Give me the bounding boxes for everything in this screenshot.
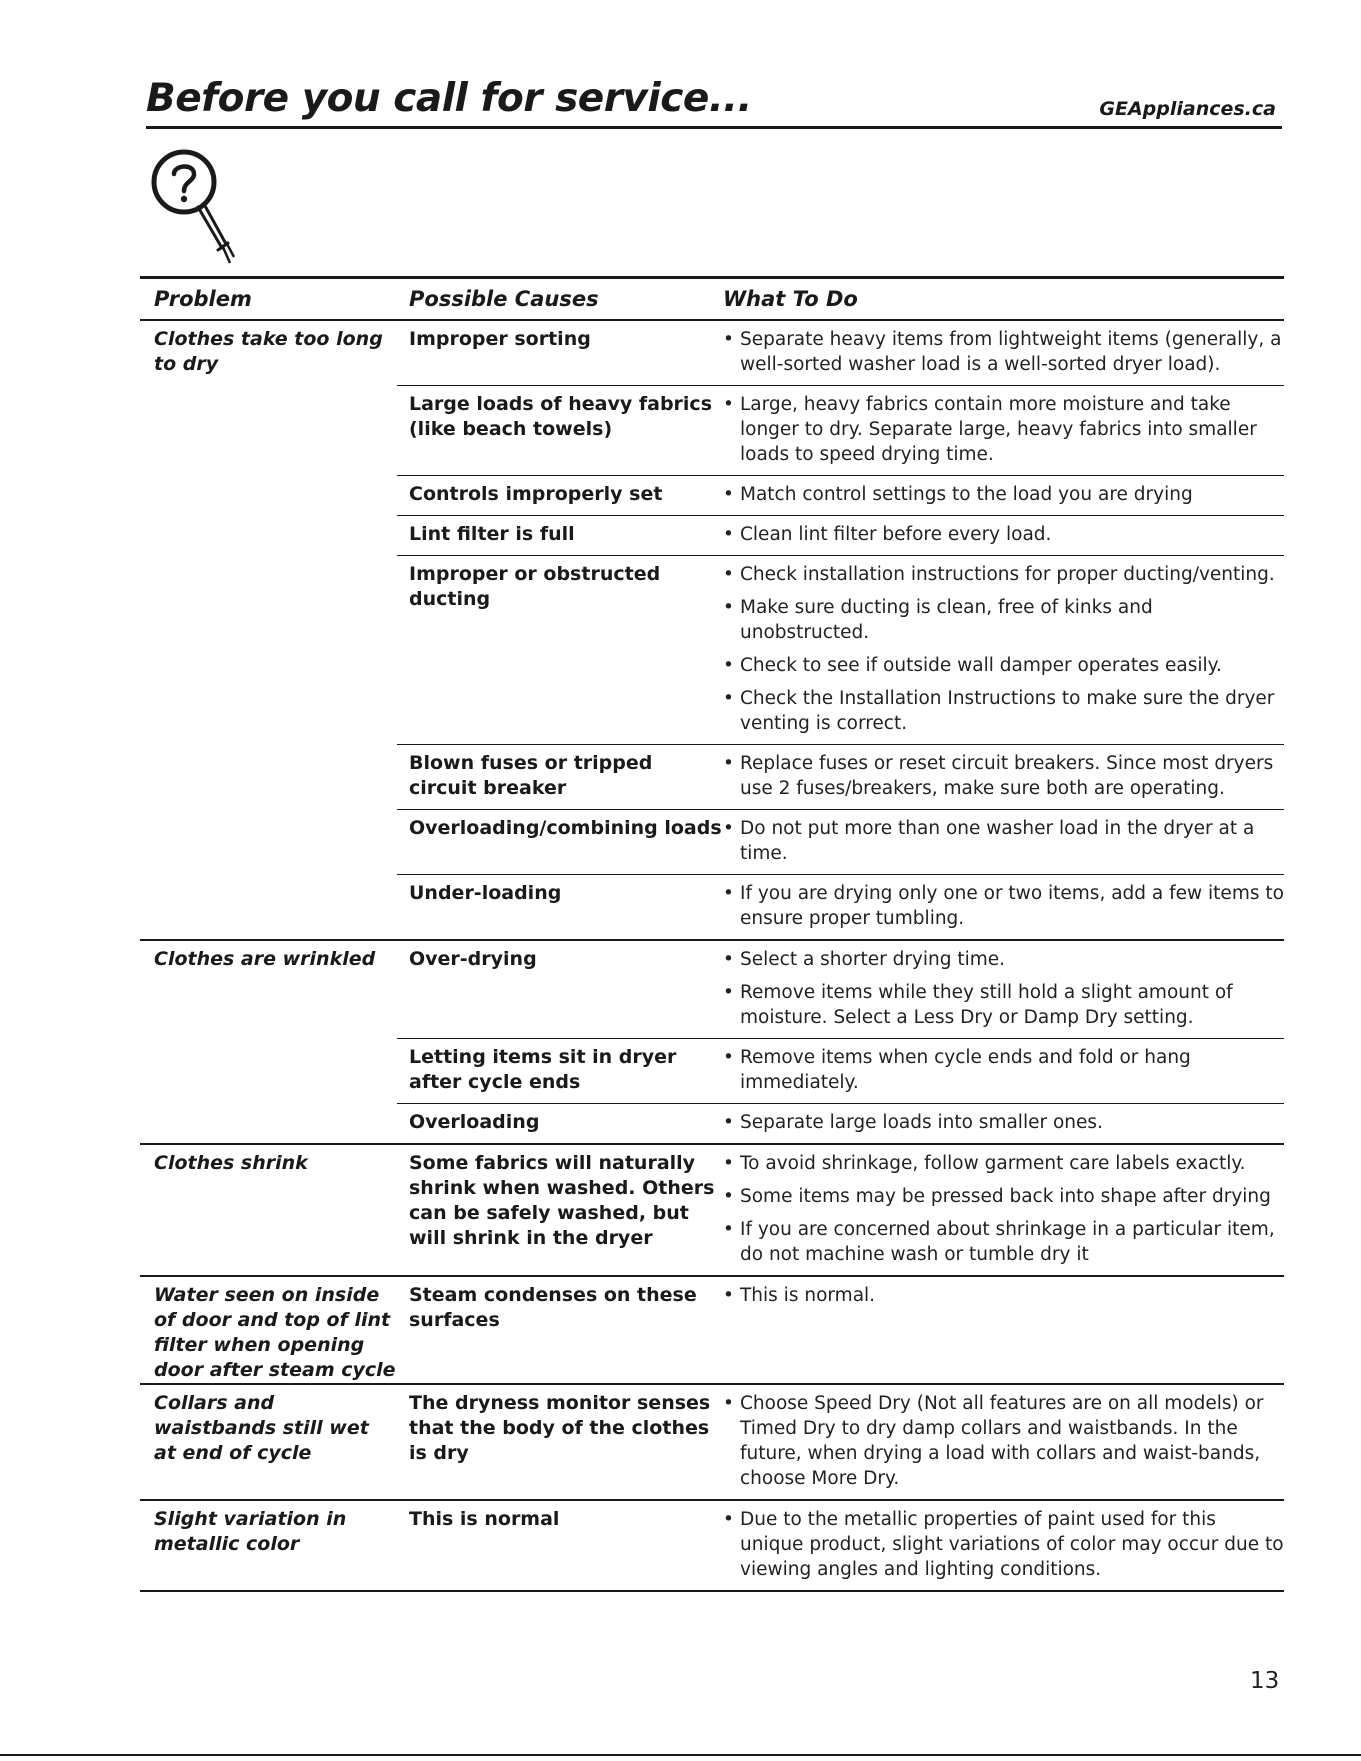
table-header xyxy=(140,279,1284,321)
todo-list xyxy=(723,1110,1284,1135)
cause-text: Improper or obstructed ducting xyxy=(409,563,661,610)
problem-text: Clothes take too long to dry xyxy=(154,328,383,375)
cause-rows xyxy=(397,941,1284,1143)
table-body xyxy=(140,321,1284,1592)
cause-rows xyxy=(397,321,1284,939)
table-row xyxy=(397,1145,1284,1275)
table-row xyxy=(397,810,1284,875)
bottom-divider xyxy=(0,1754,1361,1756)
cause-text: Controls improperly set xyxy=(409,483,663,505)
table-row xyxy=(397,476,1284,516)
todo-list xyxy=(723,881,1284,931)
problem-text: Water seen on inside of door and top of lint filter when opening door after steam cycle xyxy=(154,1284,396,1381)
problem-cell xyxy=(140,941,397,1143)
todo-item: • Match control settings to the load you are drying xyxy=(723,482,1284,507)
problem-text: Clothes are wrinkled xyxy=(154,948,376,970)
todo-item: • Clean lint filter before every load. xyxy=(723,522,1284,547)
troubleshooting-table xyxy=(140,276,1284,1592)
todo-item: • Replace fuses or reset circuit breakers. Since most dryers use 2 fuses/breakers, make sure both are operating. xyxy=(723,751,1284,801)
todo-item: • Separate large loads into smaller ones. xyxy=(723,1110,1284,1135)
problem-cell xyxy=(140,1277,397,1383)
todo-list xyxy=(723,392,1284,467)
todo-item: • Make sure ducting is clean, free of kinks and unobstructed. xyxy=(723,595,1284,645)
table-group xyxy=(140,1501,1284,1592)
todo-list xyxy=(723,947,1284,1030)
todo-cell xyxy=(723,1045,1284,1095)
todo-item: • Separate heavy items from lightweight items (generally, a well-sorted washer load is a well-sorted dryer load). xyxy=(723,327,1284,377)
todo-cell xyxy=(723,751,1284,801)
todo-item: • This is normal. xyxy=(723,1283,1284,1308)
problem-text: Slight variation in metallic color xyxy=(154,1508,347,1555)
cause-rows xyxy=(397,1385,1284,1499)
cause-rows xyxy=(397,1277,1284,1383)
problem-cell xyxy=(140,1385,397,1499)
todo-cell xyxy=(723,482,1284,507)
page-title: Before you call for service... xyxy=(146,76,752,121)
table-row xyxy=(397,1385,1284,1499)
title-divider xyxy=(146,126,1282,129)
todo-cell xyxy=(723,1110,1284,1135)
table-group xyxy=(140,1277,1284,1385)
todo-item: • If you are drying only one or two items, add a few items to ensure proper tumbling. xyxy=(723,881,1284,931)
todo-cell xyxy=(723,947,1284,1030)
todo-cell xyxy=(723,1391,1284,1491)
todo-item: • To avoid shrinkage, follow garment care labels exactly. xyxy=(723,1151,1284,1176)
cause-text: Some fabrics will naturally shrink when washed. Others can be safely washed, but will shrink in the dryer xyxy=(409,1152,715,1249)
table-row xyxy=(397,1104,1284,1143)
todo-cell xyxy=(723,1151,1284,1267)
todo-item: • Check the Installation Instructions to make sure the dryer venting is correct. xyxy=(723,686,1284,736)
cause-text: Improper sorting xyxy=(409,328,591,350)
cause-text: Over-drying xyxy=(409,948,537,970)
cause-text: Lint filter is full xyxy=(409,523,575,545)
todo-list xyxy=(723,1151,1284,1267)
cause-rows xyxy=(397,1501,1284,1590)
todo-list xyxy=(723,816,1284,866)
header-todo: What To Do xyxy=(723,287,858,311)
todo-cell xyxy=(723,881,1284,931)
problem-cell xyxy=(140,321,397,939)
cause-text: Large loads of heavy fabrics (like beach towels) xyxy=(409,393,713,440)
todo-item: • Remove items while they still hold a slight amount of moisture. Select a Less Dry or Damp Dry setting. xyxy=(723,980,1284,1030)
table-row xyxy=(397,321,1284,386)
table-row xyxy=(397,745,1284,810)
todo-list xyxy=(723,1391,1284,1491)
todo-item: • If you are concerned about shrinkage in a particular item, do not machine wash or tumble dry it xyxy=(723,1217,1284,1267)
table-group xyxy=(140,941,1284,1145)
todo-cell xyxy=(723,392,1284,467)
todo-list xyxy=(723,1045,1284,1095)
todo-cell xyxy=(723,522,1284,547)
cause-text: Overloading/combining loads xyxy=(409,817,722,839)
todo-list xyxy=(723,327,1284,377)
site-url[interactable]: GEAppliances.ca xyxy=(1099,98,1276,120)
cause-text: This is normal xyxy=(409,1508,560,1530)
todo-list xyxy=(723,522,1284,547)
todo-cell xyxy=(723,1283,1284,1333)
table-group xyxy=(140,1145,1284,1277)
header-problem: Problem xyxy=(154,287,252,311)
problem-text: Collars and waistbands still wet at end of cycle xyxy=(154,1392,369,1464)
todo-item: • Due to the metallic properties of paint used for this unique product, slight variations of color may occur due to viewing angles and lighting conditions. xyxy=(723,1507,1284,1582)
cause-text: Blown fuses or tripped circuit breaker xyxy=(409,752,653,799)
cause-rows xyxy=(397,1145,1284,1275)
cause-text: Steam condenses on these surfaces xyxy=(409,1284,697,1331)
todo-item: • Check to see if outside wall damper operates easily. xyxy=(723,653,1284,678)
todo-list xyxy=(723,562,1284,736)
table-row xyxy=(397,556,1284,745)
problem-cell xyxy=(140,1145,397,1275)
todo-item: • Do not put more than one washer load in the dryer at a time. xyxy=(723,816,1284,866)
todo-list xyxy=(723,1283,1284,1308)
table-group xyxy=(140,321,1284,941)
table-row xyxy=(397,386,1284,476)
todo-item: • Check installation instructions for proper ducting/venting. xyxy=(723,562,1284,587)
cause-text: The dryness monitor senses that the body of the clothes is dry xyxy=(409,1392,711,1464)
todo-item: • Some items may be pressed back into shape after drying xyxy=(723,1184,1284,1209)
todo-cell xyxy=(723,816,1284,866)
todo-cell xyxy=(723,327,1284,377)
todo-cell xyxy=(723,1507,1284,1582)
problem-text: Clothes shrink xyxy=(154,1152,308,1174)
todo-item: • Choose Speed Dry (Not all features are on all models) or Timed Dry to dry damp collars and waistbands. In the future, when drying a load with collars and waist-bands, choose More Dry. xyxy=(723,1391,1284,1491)
header-causes: Possible Causes xyxy=(409,287,599,311)
table-group xyxy=(140,1385,1284,1501)
table-row xyxy=(397,1039,1284,1104)
table-row xyxy=(397,1277,1284,1341)
table-row xyxy=(397,516,1284,556)
todo-list xyxy=(723,1507,1284,1582)
table-row xyxy=(397,1501,1284,1590)
cause-text: Under-loading xyxy=(409,882,562,904)
todo-cell xyxy=(723,562,1284,736)
todo-list xyxy=(723,751,1284,801)
todo-list xyxy=(723,482,1284,507)
question-magnifier-icon xyxy=(150,145,250,280)
todo-item: • Remove items when cycle ends and fold or hang immediately. xyxy=(723,1045,1284,1095)
table-row xyxy=(397,875,1284,939)
page-number: 13 xyxy=(1250,1668,1280,1694)
cause-text: Overloading xyxy=(409,1111,540,1133)
cause-text: Letting items sit in dryer after cycle ends xyxy=(409,1046,677,1093)
todo-item: • Select a shorter drying time. xyxy=(723,947,1284,972)
todo-item: • Large, heavy fabrics contain more moisture and take longer to dry. Separate large, heavy fabrics into smaller loads to speed drying time. xyxy=(723,392,1284,467)
problem-cell xyxy=(140,1501,397,1590)
table-row xyxy=(397,941,1284,1039)
